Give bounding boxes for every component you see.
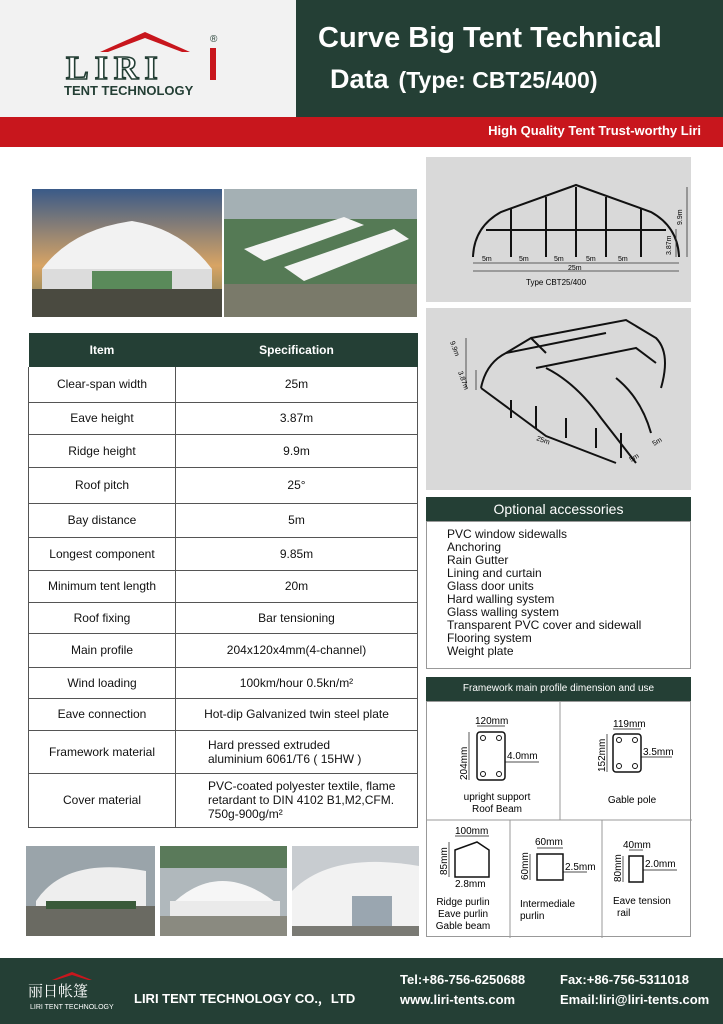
fax: Fax:+86-756-5311018 [560,972,690,987]
svg-text:Gable beam: Gable beam [435,921,491,932]
svg-text:3.87m: 3.87m [666,235,673,255]
company-name: LIRI TENT TECHNOLOGY CO.，LTD [134,991,356,1006]
row-spec: 25° [176,467,418,503]
table-row [29,503,418,537]
list-item: PVC window sidewalls [447,527,568,541]
table-row [29,434,418,467]
website-link[interactable]: www.liri-tents.com [400,992,516,1007]
page-title-line2: Data (Type: CBT25/400) [330,64,598,94]
type-code: (Type: CBT25/400) [398,67,598,93]
col-item: Item [29,333,176,367]
svg-text:rail: rail [617,908,631,919]
svg-text:3.5mm: 3.5mm [643,747,674,758]
svg-text:TENT TECHNOLOGY: TENT TECHNOLOGY [64,83,194,98]
footer [0,958,723,1024]
spec-table [28,333,418,828]
framework-box [426,701,691,937]
row-spec: Hard pressed extruded aluminium 6061/T6 ( 15HW ) [176,730,418,773]
svg-text:2.0mm: 2.0mm [645,859,676,870]
table-row [29,633,418,667]
row-spec: 3.87m [176,402,418,434]
row-spec: 5m [176,503,418,537]
tent-photo-3 [26,846,155,936]
framework-header: Framework main profile dimension and use [426,677,691,701]
profile-intermediate-purlin [520,837,596,922]
svg-text:5m: 5m [651,436,664,448]
svg-text:5m: 5m [618,256,628,263]
row-item: Minimum tent length [29,570,176,602]
table-row [29,667,418,698]
list-item: Transparent PVC cover and sidewall [447,618,642,632]
tel: Tel:+86-756-6250688 [400,972,526,987]
row-item: Ridge height [29,434,176,467]
profile-eave-tension-rail [613,840,677,919]
svg-text:60mm: 60mm [520,852,531,880]
svg-text:丽日帐篷: 丽日帐篷 [28,982,89,1000]
page-title: Curve Big Tent Technical [318,22,662,54]
svg-text:85mm: 85mm [439,847,450,875]
svg-text:119mm: 119mm [613,719,646,730]
svg-text:LIRI: LIRI [66,50,164,87]
col-spec: Specification [176,333,418,367]
row-item: Clear-span width [29,367,176,402]
svg-text:Intermediale: Intermediale [520,899,576,910]
list-item: Flooring system [447,631,532,645]
row-item: Eave connection [29,698,176,730]
list-item: Glass door units [447,579,534,593]
row-item: Roof pitch [29,467,176,503]
frame-3d-drawing [426,308,691,490]
frame-elevation-drawing [426,157,691,302]
svg-text:purlin: purlin [520,911,545,922]
table-row [29,773,418,827]
list-item: Glass walling system [447,605,560,619]
svg-text:9.9m: 9.9m [677,209,684,225]
svg-text:upright support: upright support [463,792,531,803]
svg-text:Roof Beam: Roof Beam [471,804,523,815]
table-row [29,570,418,602]
svg-text:100mm: 100mm [455,826,489,837]
row-spec: Bar tensioning [176,602,418,633]
svg-text:204mm: 204mm [459,746,470,780]
row-item: Eave height [29,402,176,434]
tent-photo-2 [224,189,417,317]
table-header-row [29,333,418,367]
table-row [29,367,418,402]
table-row [29,698,418,730]
svg-text:®: ® [210,34,218,45]
row-item: Framework material [29,730,176,773]
profile-upright-support [459,716,539,815]
svg-text:40mm: 40mm [623,840,651,851]
list-item: Hard walling system [447,592,555,606]
row-spec: 9.9m [176,434,418,467]
svg-text:25m: 25m [568,265,582,272]
table-row [29,537,418,570]
svg-text:Eave tension: Eave tension [613,896,671,907]
row-spec: 20m [176,570,418,602]
table-row [29,602,418,633]
row-item: Roof fixing [29,602,176,633]
svg-text:60mm: 60mm [535,837,563,848]
row-item: Bay distance [29,503,176,537]
optional-accessories-header: Optional accessories [426,497,691,521]
tent-photo-5 [292,846,419,936]
framework-profiles [427,702,692,938]
row-item: Cover material [29,773,176,827]
logo-panel [0,0,296,117]
email-link[interactable]: Email:liri@liri-tents.com [560,992,710,1007]
svg-text:Eave purlin: Eave purlin [437,909,489,920]
svg-text:3.87m: 3.87m [456,370,470,391]
list-item: Rain Gutter [447,553,509,567]
svg-text:2.8mm: 2.8mm [455,879,486,890]
svg-text:9.9m: 9.9m [448,340,461,358]
footer-logo [26,972,118,1012]
svg-text:LIRI TENT TECHNOLOGY: LIRI TENT TECHNOLOGY [30,1004,114,1011]
table-row [29,467,418,503]
svg-text:5m: 5m [628,452,641,464]
title-panel [296,0,723,117]
list-item: Weight plate [447,644,514,658]
row-spec: Hot-dip Galvanized twin steel plate [176,698,418,730]
row-spec: 9.85m [176,537,418,570]
svg-text:80mm: 80mm [613,854,624,882]
profile-gable-pole [597,719,674,806]
svg-text:4.0mm: 4.0mm [507,751,538,762]
row-item: Main profile [29,633,176,667]
row-spec: 100km/hour 0.5kn/m² [176,667,418,698]
svg-text:5m: 5m [482,256,492,263]
svg-text:Gable pole: Gable pole [607,795,657,806]
optional-accessories-list [447,528,641,658]
liri-logo [60,30,230,100]
table-row [29,730,418,773]
list-item: Anchoring [447,540,502,554]
row-spec: 204x120x4mm(4-channel) [176,633,418,667]
tent-photo-4 [160,846,287,936]
svg-text:Ridge purlin: Ridge purlin [436,897,490,908]
row-item: Longest component [29,537,176,570]
row-item: Wind loading [29,667,176,698]
svg-text:25m: 25m [535,435,551,447]
svg-text:2.5mm: 2.5mm [565,862,596,873]
svg-text:5m: 5m [554,256,564,263]
row-spec: 25m [176,367,418,402]
slogan: High Quality Tent Trust-worthy Liri [488,123,701,138]
svg-text:120mm: 120mm [475,716,509,727]
svg-text:Type CBT25/400: Type CBT25/400 [526,278,587,287]
table-row [29,402,418,434]
row-spec: PVC-coated polyester textile, flame retardant to DIN 4102 B1,M2,CFM. 750g-900g/m² [176,773,418,827]
svg-text:152mm: 152mm [597,738,608,772]
svg-text:5m: 5m [586,256,596,263]
list-item: Lining and curtain [447,566,542,580]
svg-text:5m: 5m [519,256,529,263]
profile-ridge-purlin [436,826,490,932]
tent-photo-1 [32,189,222,317]
